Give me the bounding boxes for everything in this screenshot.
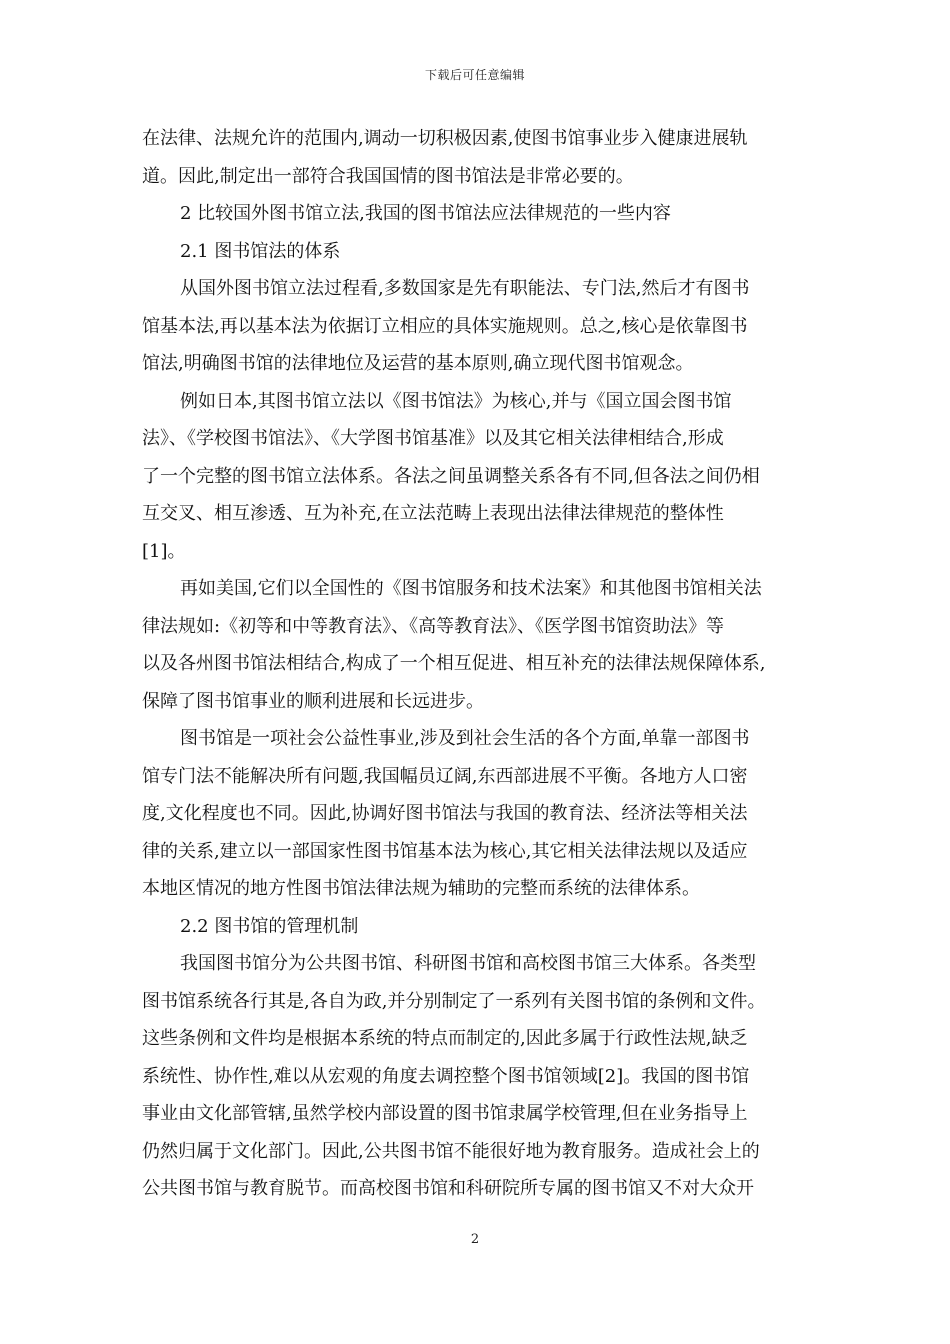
paragraph-line: 仍然归属于文化部门。因此,公共图书馆不能很好地为教育服务。造成社会上的 [142, 1140, 760, 1162]
paragraph-line: 律的关系,建立以一部国家性图书馆基本法为核心,其它相关法律法规以及适应 [142, 840, 748, 862]
paragraph-line: 系统性、协作性,难以从宏观的角度去调控整个图书馆领域[2]。我国的图书馆 [142, 1065, 750, 1087]
paragraph-line: 例如日本,其图书馆立法以《图书馆法》为核心,并与《国立国会图书馆 [180, 390, 732, 412]
paragraph-line: 度,文化程度也不同。因此,协调好图书馆法与我国的教育法、经济法等相关法 [142, 803, 748, 824]
paragraph-line: 法》、《学校图书馆法》、《大学图书馆基准》以及其它相关法律相结合,形成 [142, 428, 724, 449]
paragraph-line: 馆专门法不能解决所有问题,我国幅员辽阔,东西部进展不平衡。各地方人口密 [142, 765, 748, 787]
page-number: 2 [470, 1232, 480, 1247]
paragraph-line: 再如美国,它们以全国性的《图书馆服务和技术法案》和其他图书馆相关法 [180, 578, 762, 599]
paragraph-line: 律法规如:《初等和中等教育法》、《高等教育法》、《医学图书馆资助法》等 [142, 615, 725, 637]
paragraph-line: 保障了图书馆事业的顺利进展和长远进步。 [142, 690, 484, 712]
paragraph-line: 馆法,明确图书馆的法律地位及运营的基本原则,确立现代图书馆观念。 [142, 353, 694, 374]
paragraph-line: 我国图书馆分为公共图书馆、科研图书馆和高校图书馆三大体系。各类型 [180, 953, 756, 974]
page-header-note: 下载后可任意编辑 [424, 68, 525, 82]
paragraph-line: 这些条例和文件均是根据本系统的特点而制定的,因此多属于行政性法规,缺乏 [142, 1028, 748, 1049]
paragraph-line: 图书馆系统各行其是,各自为政,并分别制定了一系列有关图书馆的条例和文件。 [142, 990, 766, 1012]
paragraph-line: [1]。 [142, 540, 186, 562]
subsection-heading: 2.2 图书馆的管理机制 [180, 915, 359, 937]
paragraph-line: 在法律、法规允许的范围内,调动一切积极因素,使图书馆事业步入健康进展轨 [142, 128, 748, 149]
section-heading: 2 比较国外图书馆立法,我国的图书馆法应法律规范的一些内容 [180, 203, 671, 224]
paragraph-line: 馆基本法,再以基本法为依据订立相应的具体实施规则。总之,核心是依靠图书 [142, 315, 748, 337]
paragraph-line: 图书馆是一项社会公益性事业,涉及到社会生活的各个方面,单靠一部图书 [180, 728, 750, 749]
paragraph-line: 互交叉、相互渗透、互为补充,在立法范畴上表现出法律法律规范的整体性 [142, 503, 724, 524]
paragraph-line: 公共图书馆与教育脱节。而高校图书馆和科研院所专属的图书馆又不对大众开 [142, 1178, 754, 1199]
paragraph-line: 道。因此,制定出一部符合我国国情的图书馆法是非常必要的。 [142, 165, 634, 187]
paragraph-line: 以及各州图书馆法相结合,构成了一个相互促进、相互补充的法律法规保障体系, [142, 653, 766, 674]
paragraph-line: 事业由文化部管辖,虽然学校内部设置的图书馆隶属学校管理,但在业务指导上 [142, 1103, 748, 1124]
paragraph-line: 从国外图书馆立法过程看,多数国家是先有职能法、专门法,然后才有图书 [180, 278, 750, 299]
paragraph-line: 了一个完整的图书馆立法体系。各法之间虽调整关系各有不同,但各法之间仍相 [142, 465, 760, 487]
paragraph-line: 本地区情况的地方性图书馆法律法规为辅助的完整而系统的法律体系。 [142, 878, 700, 899]
document-body [142, 120, 810, 1208]
subsection-heading: 2.1 图书馆法的体系 [180, 240, 341, 262]
